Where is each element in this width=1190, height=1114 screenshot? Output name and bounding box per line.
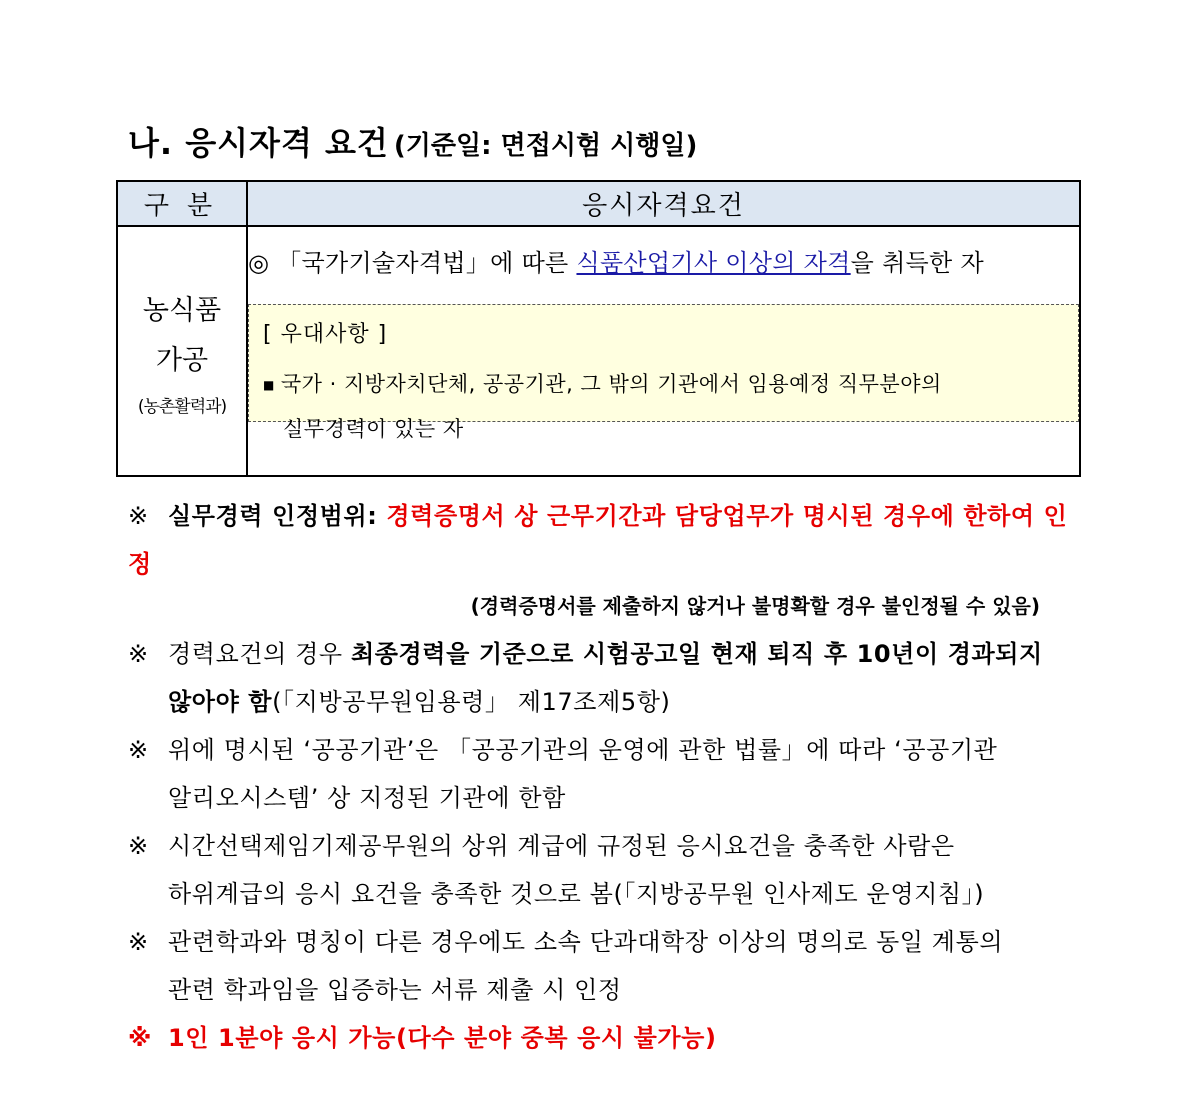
main-requirement	[248, 243, 1079, 278]
requirements-table	[116, 180, 1081, 477]
category-cell	[117, 226, 247, 476]
preference-box	[248, 304, 1079, 441]
heading-sub: (기준일: 면접시험 시행일)	[393, 131, 698, 161]
note1-sub: (경력증명서를 제출하지 않거나 불명확할 경우 불인정될 수 있음)	[470, 594, 1040, 618]
header-category: 구분	[117, 181, 247, 226]
heading-main: 나. 응시자격 요건	[128, 124, 389, 162]
note3-line2: 알리오시스템’ 상 지정된 기관에 한함	[168, 784, 566, 812]
note-one-field	[128, 1014, 1078, 1062]
requirements-cell	[247, 226, 1080, 476]
reference-mark-icon: ※	[128, 1024, 152, 1052]
note1-red: 경력증명서 상 근무기간과 담당업무가 명시된 경우에 한하여 인정	[128, 502, 1068, 578]
qualification-link[interactable]: 식품산업기사 이상의 자격	[576, 249, 851, 277]
note1-label: 실무경력 인정범위:	[168, 502, 387, 530]
preference-title: [ 우대사항 ]	[263, 322, 388, 347]
preference-line1: 국가 · 지방자치단체, 공공기관, 그 밖의 기관에서 임용예정 직무분야의	[280, 372, 942, 396]
reference-mark-icon: ※	[128, 736, 149, 764]
note-public-institution	[128, 726, 1078, 822]
reference-mark-icon: ※	[128, 640, 149, 668]
square-bullet-icon: ■	[263, 378, 275, 392]
category-line2: 가공	[155, 344, 209, 376]
note4-line1: 시간선택제임기제공무원의 상위 계급에 규정된 응시요건을 충족한 사람은	[168, 832, 955, 860]
note-experience-scope	[128, 492, 1078, 588]
reference-mark-icon: ※	[128, 502, 149, 530]
main-suffix: 을 취득한 자	[850, 249, 984, 277]
category-dept: (농촌활력과)	[137, 396, 227, 417]
preference-line2: 실무경력이 있는 자	[283, 417, 464, 441]
table-row	[117, 226, 1080, 476]
note2-a: 경력요건의 경우	[168, 640, 351, 668]
note2-d: (「지방공무원임용령」 제17조제5항)	[272, 688, 671, 716]
notes-section	[128, 492, 1078, 1062]
note-career-requirement	[128, 630, 1078, 726]
preference-item	[263, 362, 1066, 407]
note5-line2: 관련 학과임을 입증하는 서류 제출 시 인정	[168, 976, 622, 1004]
reference-mark-icon: ※	[128, 928, 149, 956]
table-header-row	[117, 181, 1080, 226]
note6-text: 1인 1분야 응시 가능(다수 분야 중복 응시 불가능)	[168, 1024, 717, 1052]
note2-c: 않아야 함	[168, 688, 273, 716]
note-related-major	[128, 918, 1078, 1014]
note3-line1: 위에 명시된 ‘공공기관’은 「공공기관의 운영에 관한 법률」에 따라 ‘공공기관	[168, 736, 998, 764]
main-prefix: ◎ 「국가기술자격법」에 따른	[248, 249, 577, 277]
header-requirements: 응시자격요건	[247, 181, 1080, 226]
note2-b: 최종경력을 기준으로 시험공고일 현재 퇴직 후 10년이 경과되지	[350, 640, 1043, 668]
note4-line2: 하위계급의 응시 요건을 충족한 것으로 봄(「지방공무원 인사제도 운영지침」)	[168, 880, 985, 908]
category-line1: 농식품	[142, 294, 222, 326]
note5-line1: 관련학과와 명칭이 다른 경우에도 소속 단과대학장 이상의 명의로 동일 계통의	[168, 928, 1004, 956]
reference-mark-icon: ※	[128, 832, 149, 860]
note-time-selective	[128, 822, 1078, 918]
section-heading	[128, 118, 697, 164]
